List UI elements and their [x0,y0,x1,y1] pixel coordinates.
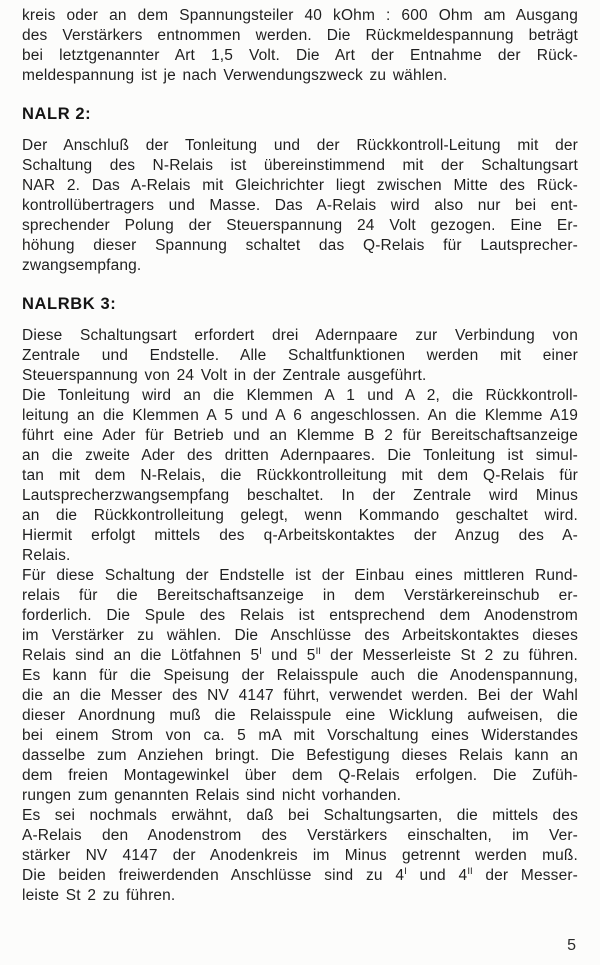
text-line: des Verstärkers entnommen werden. Die Rückmeldespannung beträgt [22,27,578,44]
text-line: höhung dieser Spannung schaltet das Q-Relais für Lautsprecher- [22,237,578,254]
text-line: kontrollübertragers und Masse. Das A-Relais wird also nur bei ent- [22,197,578,214]
text-line: dasselbe zum Anziehen bringt. Die Befestigung dieses Relais kann an [22,747,578,764]
superscript: I [404,865,407,877]
paragraph [22,806,578,906]
text-line: Steuerspannung von 24 Volt in der Zentrale ausgeführt. [22,367,427,384]
paragraph [22,386,578,566]
text-line: Hiermit erfolgt mittels des q-Arbeitskontaktes der Anzug des A- [22,527,578,544]
paragraph [22,136,578,276]
text-line: tan mit dem N-Relais, die Rückkontrolleitung mit dem Q-Relais für [22,467,578,484]
text-line: führt eine Ader für Betrieb und an Klemme B 2 für Bereitschaftsanzeige [22,427,578,444]
text-line: zwangsempfang. [22,257,142,274]
text-line: Relais sind an die Lötfahnen $5^I$ und $5^{II}$ der Messerleiste St 2 zu führen. [22,645,579,664]
text-line: an die Rückkontrolleitung gelegt, wenn Kommando geschaltet wird. [22,507,578,524]
text-line: Schaltung des N-Relais ist übereinstimmend mit der Schaltungsart [22,157,578,174]
text-line: dieser Anordnung muß die Relaisspule eine Wicklung aufweisen, die [22,707,578,724]
superscript: II [315,645,321,657]
paragraph [22,566,578,806]
text-line: Relais. [22,547,71,564]
text-line: sprechender Polung der Steuerspannung 24 Volt gezogen. Eine Er- [22,217,578,234]
text-line: A-Relais den Anodenstrom des Verstärkers einschalten, im Ver- [22,827,578,844]
text-line: NAR 2. Das A-Relais mit Gleichrichter liegt zwischen Mitte des Rück- [22,177,578,194]
text-line: relais für die Bereitschaftsanzeige in dem Verstärkereinschub er- [22,587,578,604]
paragraph [22,6,578,86]
text-line: stärker NV 4147 der Anodenkreis im Minus getrennt werden muß. [22,847,578,864]
text-line: bei einem Strom von ca. 5 mA mit Vorschaltung eines Widerstandes [22,727,578,744]
superscript: II [467,865,473,877]
text-line: meldespannung ist je nach Verwendungszweck zu wählen. [22,67,448,84]
text-line: Es kann für die Speisung der Relaisspule auch die Anodenspannung, [22,667,578,684]
text-line: leitung an die Klemmen A 5 und A 6 angeschlossen. An die Klemme A19 [22,407,578,424]
document-content [22,6,578,906]
text-line: rungen zum genannten Relais sind nicht vorhanden. [22,787,402,804]
text-line: kreis oder an dem Spannungsteiler 40 kOhm : 600 Ohm am Ausgang [22,7,578,24]
text-line: Die Tonleitung wird an die Klemmen A 1 und A 2, die Rückkontroll- [22,387,578,404]
page-number: 5 [567,937,576,954]
section-heading: NALRBK 3: [22,295,117,313]
text-line: im Verstärker zu wählen. Die Anschlüsse des Arbeitskontaktes dieses [22,627,578,644]
text-line: Für diese Schaltung der Endstelle ist der Einbau eines mittleren Rund- [22,567,578,584]
paragraph [22,326,578,386]
text-line: die an die Messer des NV 4147 führt, verwendet werden. Bei der Wahl [22,687,578,704]
text-line: an die zweite Ader des dritten Adernpaares. Die Tonleitung ist simul- [22,447,578,464]
text-line: Lautsprecherzwangsempfang beschaltet. In der Zentrale wird Minus [22,487,578,504]
text-line: Zentrale und Endstelle. Alle Schaltfunktionen werden mit einer [22,347,578,364]
text-line: Diese Schaltungsart erfordert drei Adernpaare zur Verbindung von [22,327,578,344]
text-line: leiste St 2 zu führen. [22,887,176,904]
text-line: bei letztgenannter Art 1,5 Volt. Die Art der Entnahme der Rück- [22,47,578,64]
text-line: Es sei nochmals erwähnt, daß bei Schaltungsarten, die mittels des [22,807,578,824]
text-line: forderlich. Die Spule des Relais ist entsprechend dem Anodenstrom [22,607,578,624]
superscript: I [259,645,262,657]
text-line: Der Anschluß der Tonleitung und der Rückkontroll-Leitung mit der [22,137,578,154]
text-line: Die beiden freiwerdenden Anschlüsse sind zu $4^I$ und $4^{II}$ der Messer- [22,865,578,884]
text-line: dem freien Montagewinkel über dem Q-Relais erfolgen. Die Zufüh- [22,767,578,784]
section-heading: NALR 2: [22,105,92,123]
